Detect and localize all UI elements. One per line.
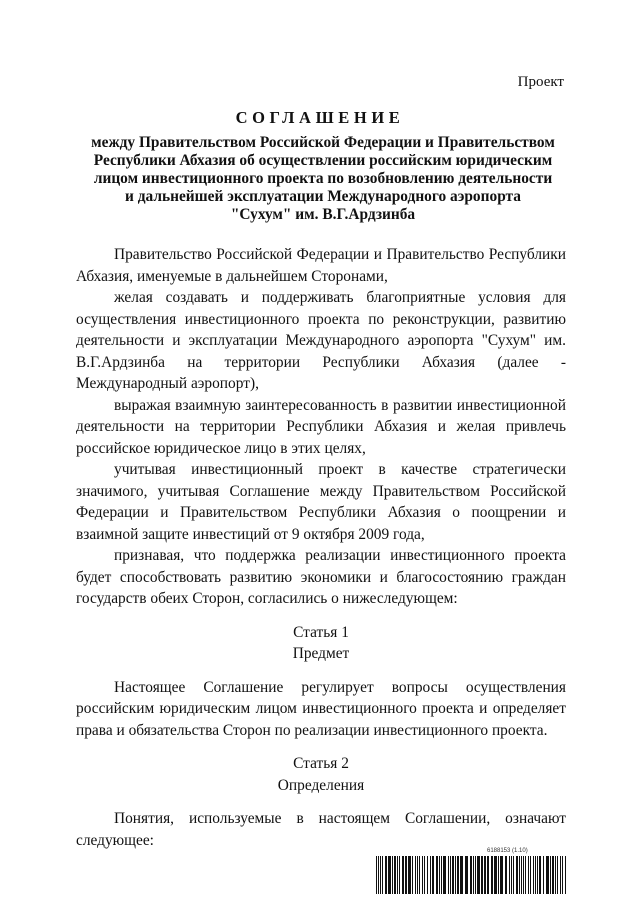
article-1-text: Настоящее Соглашение регулирует вопросы осуществления российским юридическим лицом инвестиционного проекта и определяет права и обязательства Сторон по реализации инвестиционного проекта. (76, 678, 566, 739)
preamble-paragraph: Правительство Российской Федерации и Правительство Республики Абхазия, именуемые в дальнейшем Сторонами, (76, 246, 566, 285)
draft-status-label: Проект (517, 74, 564, 90)
preamble-paragraph: признавая, что поддержка реализации инвестиционного проекта будет способствовать развитию экономики и благосостоянию граждан государств обеих Сторон, согласились о нижеследующем: (76, 547, 566, 607)
barcode-icon (376, 856, 568, 894)
subtitle-line: "Сухум" им. В.Г.Ардзинба (230, 206, 416, 223)
document-subtitle (78, 134, 568, 224)
document-body (76, 244, 566, 851)
article-1-heading: Статья 1 (293, 623, 349, 641)
subtitle-line: лицом инвестиционного проекта по возобновлению деятельности (93, 170, 553, 187)
barcode-number: 6188153 (1.10) (487, 848, 528, 854)
article-2-text: Понятия, используемые в настоящем Соглашении, означают следующее: (76, 810, 566, 849)
article-2-heading: Статья 2 (293, 755, 349, 772)
document-title: СОГЛАШЕНИЕ (235, 108, 405, 127)
article-2-name: Определения (277, 776, 365, 794)
preamble-paragraph: выражая взаимную заинтересованность в развитии инвестиционной деятельности на территории Республики Абхазия и желая привлечь российское юридическое лицо в этих целях, (76, 396, 566, 457)
subtitle-line: и дальнейшей эксплуатации Международного аэропорта (125, 188, 521, 205)
article-1-name: Предмет (292, 645, 350, 662)
preamble-paragraph: желая создавать и поддерживать благоприятные условия для осуществления инвестиционного проекта по реконструкции, развитию деятельности и эксплуатации Международного аэропорта "Сухум" им. В.Г.Ардзинба на территории Республики Абхазия (далее - Международный аэропорт), (76, 289, 566, 392)
subtitle-line: между Правительством Российской Федерации и Правительством (91, 134, 555, 151)
subtitle-line: Республики Абхазия об осуществлении российским юридическим (93, 152, 553, 169)
preamble-paragraph: учитывая инвестиционный проект в качестве стратегически значимого, учитывая Соглашение между Правительством Российской Федерации и Правительством Республики Абхазия о поощрении и взаимной защите инвестиций от 9 октября 2009 года, (76, 461, 566, 543)
